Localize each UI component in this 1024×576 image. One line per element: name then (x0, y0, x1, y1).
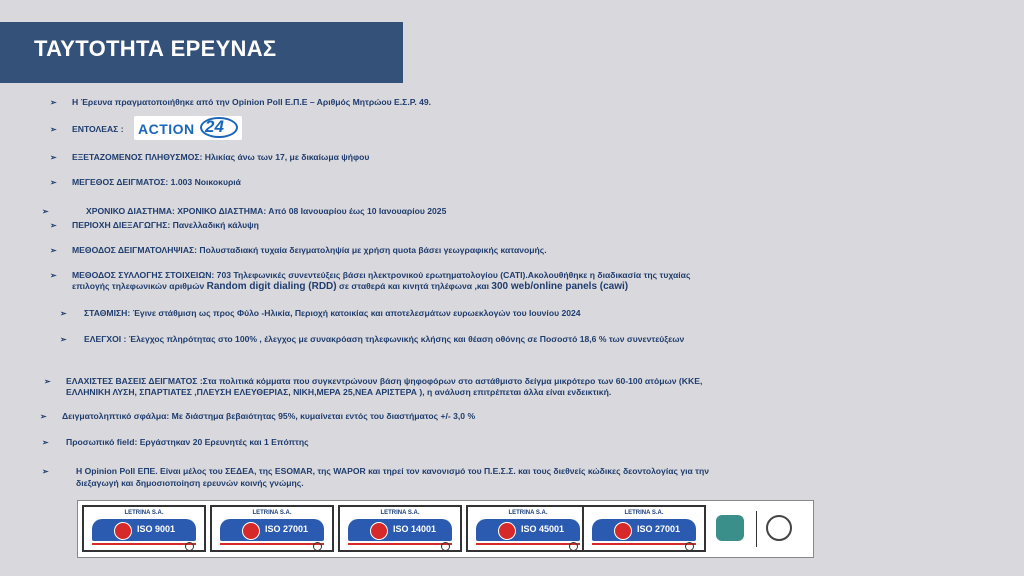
cert-badge-iso27001: LETRINA S.A. ISO 27001 (210, 505, 334, 552)
cert-mark-icon (685, 542, 694, 551)
arrow-bullet-icon: ➢ (60, 335, 67, 344)
cert-seal-icon (242, 522, 260, 540)
arrow-bullet-icon: ➢ (42, 438, 49, 447)
page-title: ΤΑΥΤΟΤΗΤΑ ΕΡΕΥΝΑΣ (34, 36, 277, 61)
cert-seal-icon (498, 522, 516, 540)
membership-logos (708, 505, 808, 552)
cert-mark-icon (185, 542, 194, 551)
association-logo-icon (716, 515, 744, 541)
arrow-bullet-icon: ➢ (50, 178, 57, 187)
action24-logo: ACTION 24 (134, 116, 242, 140)
cert-mark-icon (441, 542, 450, 551)
seal-logo-icon (766, 515, 792, 541)
cert-seal-icon (114, 522, 132, 540)
cert-badge-iso9001: LETRINA S.A. ISO 9001 (82, 505, 206, 552)
cert-seal-icon (370, 522, 388, 540)
arrow-bullet-icon: ➢ (50, 153, 57, 162)
cert-seal-icon (614, 522, 632, 540)
arrow-bullet-icon: ➢ (50, 246, 57, 255)
arrow-bullet-icon: ➢ (40, 412, 47, 421)
arrow-bullet-icon: ➢ (60, 309, 67, 318)
cert-badge-iso45001: LETRINA S.A. ISO 45001 (466, 505, 590, 552)
cert-mark-icon (313, 542, 322, 551)
certification-strip (77, 500, 814, 558)
arrow-bullet-icon: ➢ (42, 467, 49, 476)
arrow-bullet-icon: ➢ (50, 98, 57, 107)
arrow-bullet-icon: ➢ (44, 377, 51, 386)
cert-badge-iso27001-2: LETRINA S.A. ISO 27001 (582, 505, 706, 552)
arrow-bullet-icon: ➢ (50, 271, 57, 280)
arrow-bullet-icon: ➢ (50, 125, 57, 134)
cert-mark-icon (569, 542, 578, 551)
cert-badge-iso14001: LETRINA S.A. ISO 14001 (338, 505, 462, 552)
title-banner (0, 22, 403, 83)
arrow-bullet-icon: ➢ (42, 207, 49, 216)
arrow-bullet-icon: ➢ (50, 221, 57, 230)
